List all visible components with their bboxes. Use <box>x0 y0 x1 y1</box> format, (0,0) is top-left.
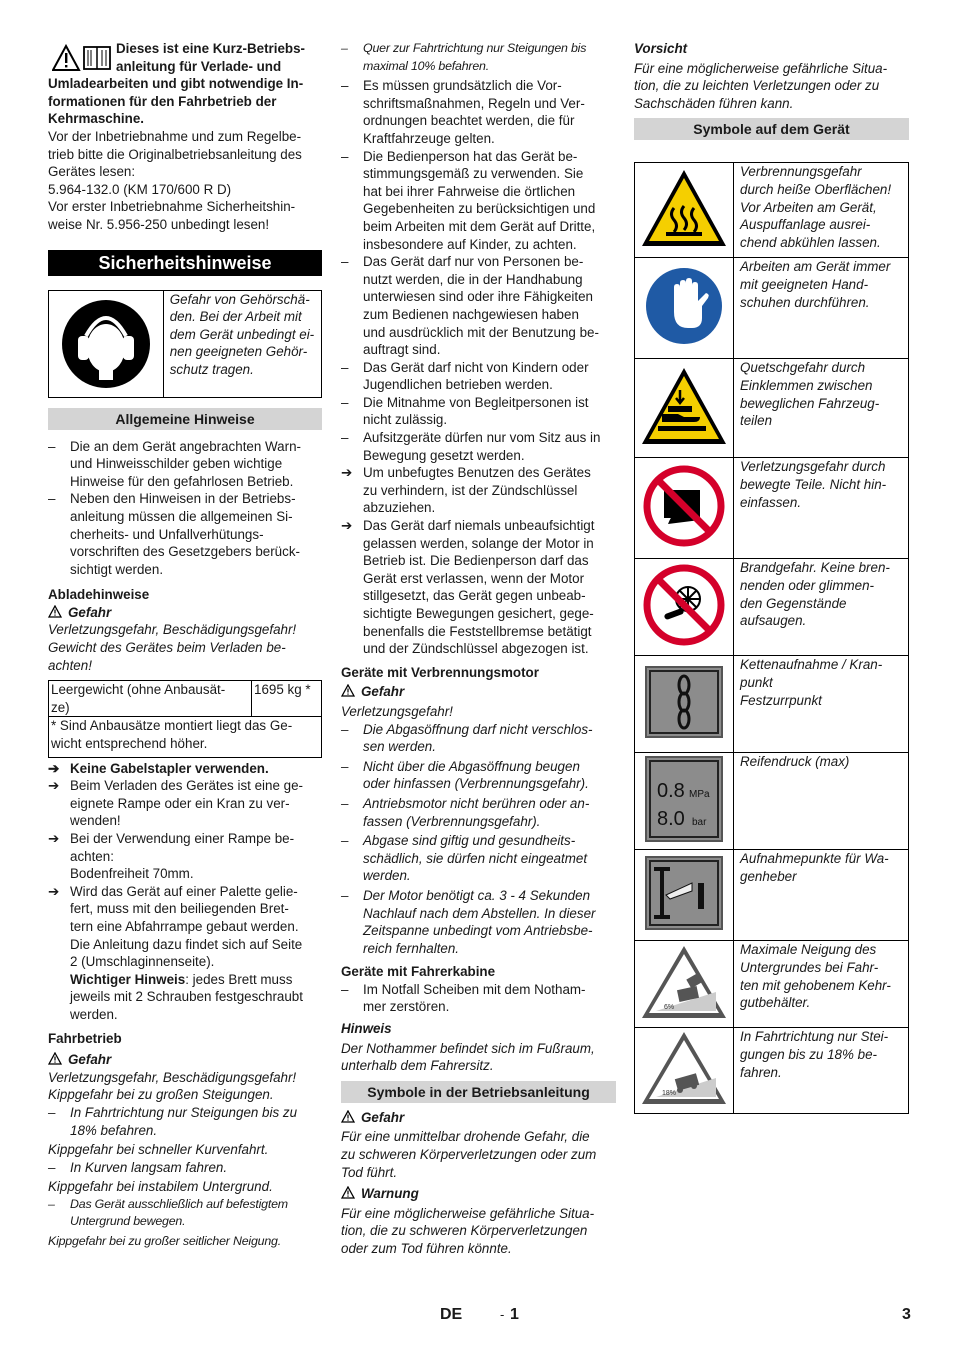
tilt-raised-hopper-icon <box>635 941 734 1028</box>
ear-text-line: den. Bei der Arbeit mit <box>169 309 302 325</box>
symbol-text-line: Reifendruck (max) <box>740 754 850 770</box>
slope-limit-icon <box>635 1028 734 1114</box>
symbol-description <box>734 1028 909 1114</box>
list-item: – Das Gerät darf nicht von Kindern oder Jugendlichen betrieben werden. <box>341 359 589 393</box>
symbol-text-line: Festzurrpunkt <box>740 692 822 708</box>
symbol-description <box>734 753 909 850</box>
page-number: 3 <box>902 1306 911 1323</box>
symbol-text-line: fahren. <box>740 1064 782 1080</box>
intro-title-line: Dieses ist eine Kurz-Betriebs- <box>116 41 306 56</box>
list-item: – Im Notfall Scheiben mit dem Notham- mer zerstören. <box>341 981 586 1015</box>
symbol-description <box>734 559 909 656</box>
symbol-text-line: Einklemmen zwischen <box>740 377 873 393</box>
slope-percent: 18% <box>662 1090 677 1098</box>
list-item: ➔ Bei der Verwendung einer Rampe be- achten: Bodenfreiheit 70mm. <box>48 831 295 882</box>
symbol-text-line: Maximale Neigung des <box>740 942 877 958</box>
column-right: Vorsicht Für eine möglicherweise gefährliche Situa- tion, die zu leichten Verletzungen oder zu Sachschäden führen kann. Symbole auf dem Gerät Verbrennungsgefahr durch heiße Oberflächen! Vor Arbeiten am Gerät, Auspuffanlage ausrei- chend abkühlen lassen. Arbeiten am Gerät immer mit geeigneten Hand- schuhen durchführen. Quetschgefahr durch Einklemmen zwischen beweglichen Fahrzeug- teilen Verletzungsgefahr durch bewegte Teile. Nicht hin- einfassen. Brandgefahr. Keine bren- nenden oder glimmen- den Gegenstände aufsaugen. Kettenaufnahme / Kran- punkt Festzurrpunkt 0.8 MPa 8.0 bar Reifendruck (max) Aufnahmepunkte für Wa- genheber 6% Maximale Neigung des Untergrundes bei Fahr- ten mit gehobenem Kehr- gutbehälter. 18% In Fahrtrichtung nur Stei- gungen bis zu 18% be- fahren. <box>634 40 909 1114</box>
danger-label: Gefahr <box>48 1051 322 1069</box>
symbols-table <box>634 162 909 1114</box>
list-item: – Die Abgasöffnung darf nicht verschlos- sen werden. <box>341 721 593 755</box>
weight-footnote: * Sind Anbausätze montiert liegt das Ge- <box>51 718 293 734</box>
warning-triangle-icon <box>52 44 112 72</box>
footer-num: 1 <box>510 1306 519 1323</box>
ear-protection-table <box>48 290 322 398</box>
symbol-description <box>734 850 909 941</box>
symbol-text-line: durch heiße Oberflächen! <box>740 181 892 197</box>
warning-manual-icons <box>52 44 112 72</box>
danger-label: Gefahr <box>341 1109 616 1127</box>
symbol-text-line: bewegte Teile. Nicht hin- <box>740 476 887 492</box>
tire-mpa-value: 0.8 <box>657 780 685 803</box>
symbol-row <box>635 359 909 458</box>
symbol-row <box>635 163 909 258</box>
symbol-description <box>734 458 909 559</box>
hint-label: Hinweis <box>341 1021 392 1037</box>
list-item: – Es müssen grundsätzlich die Vor- schriftsmaßnahmen, Regeln und Ver- ordnungen beachtet werden, die für Kraftfahrzeuge gelten. <box>341 78 585 146</box>
list-item: – Die Bedienperson hat das Gerät be- stimmungsgemäß zu verwenden. Sie hat bei ihrer Fahrweise die örtlichen Gegebenheiten zu berücksichtigen und beim Arbeiten mit dem Gerät auf Dritte, insbesondere auf Kinder, zu achten. <box>341 148 596 252</box>
symbol-text-line: ten mit gehobenem Kehr- <box>740 977 891 993</box>
symbol-row <box>635 559 909 656</box>
symbol-text-line: gungen bis zu 18% be- <box>740 1046 877 1062</box>
warning-label: Warnung <box>341 1185 616 1203</box>
intro-text-line: trieb bitte die Originalbetriebsanleitung des <box>48 146 302 162</box>
danger-label: Gefahr <box>48 604 322 622</box>
list-item: – Das Gerät darf nur von Personen be- nutzt werden, die in der Handhabung unterwiesen sind oder ihre Fähigkeiten zum Bedienen nachgewiesen haben und ausdrücklich mit der Benutzung be- auftragt sind. <box>341 254 599 358</box>
symbol-description <box>734 258 909 359</box>
intro-text-line: Gerätes lesen: <box>48 164 136 180</box>
symbol-row <box>635 850 909 941</box>
symbol-text-line: Arbeiten am Gerät immer <box>740 259 891 275</box>
ear-text-line: Gefahr von Gehörschä- <box>169 291 310 307</box>
warning-triangle-icon <box>48 605 62 618</box>
intro-title-line: formationen für den Fahrbetrieb der <box>48 93 277 109</box>
symbol-text-line: Verletzungsgefahr durch <box>740 459 886 475</box>
symbol-description <box>734 163 909 258</box>
jack-point-icon <box>635 850 734 941</box>
symbol-description <box>734 941 909 1028</box>
list-item: ➔ Um unbefugtes Benutzen des Gerätes zu verhindern, ist der Zündschlüssel abzuziehen. <box>341 465 591 516</box>
intro-text-line: 5.964-132.0 (KM 170/600 R D) <box>48 181 232 197</box>
symbol-text-line: nenden oder glimmen- <box>740 577 874 593</box>
symbol-text-line: beweglichen Fahrzeug- <box>740 395 880 411</box>
intro-title-line: Umladearbeiten und gibt notwendige In- <box>48 76 304 92</box>
symbols-device-heading: Symbole auf dem Gerät <box>634 118 909 140</box>
warning-triangle-icon <box>341 1110 355 1123</box>
symbol-text-line: aufsaugen. <box>740 613 807 629</box>
symbol-text-line: Brandgefahr. Keine bren- <box>740 560 890 576</box>
symbol-text-line: Untergrundes bei Fahr- <box>740 959 879 975</box>
page-footer <box>0 1306 954 1328</box>
intro-text-line: Vor erster Inbetriebnahme Sicherheitshin- <box>48 199 296 215</box>
tire-mpa-unit: MPa <box>689 789 710 801</box>
list-item: – In Kurven langsam fahren. <box>48 1159 228 1175</box>
intro-title-line: anleitung für Verlade- und <box>116 58 282 74</box>
symbol-description <box>734 359 909 458</box>
symbol-row <box>635 258 909 359</box>
list-item: – Die an dem Gerät angebrachten Warn- und Hinweisschilder geben wichtige Hinweise für den gefahrlosen Betrieb. <box>48 438 301 489</box>
symbol-text-line: chend abkühlen lassen. <box>740 234 881 250</box>
warning-triangle-icon <box>341 684 355 697</box>
symbol-text-line: gutbehälter. <box>740 995 811 1011</box>
loading-list <box>48 760 322 1024</box>
column-middle: – Quer zur Fahrtrichtung nur Steigungen bis maximal 10% befahren. – Es müssen grundsätzlich die Vor- schriftsmaßnahmen, Regeln und Ver- ordnungen beachtet werden, die für Kraftfahrzeuge gelten. – Die Bedienperson hat das Gerät be- stimmungsgemäß zu verwenden. Sie hat bei ihrer Fahrweise die örtlichen Gegebenheiten zu berücksichtigen und beim Arbeiten mit dem Gerät auf Dritte, insbesondere auf Kinder, zu achten. – Das Gerät darf nur von Personen be- nutzt werden, die in der Handhabung unterwiesen sind oder ihre Fähigkeiten zum Bedienen nachgewiesen haben und ausdrücklich mit der Benutzung be- auftragt sind. – Das Gerät darf nicht von Kindern oder Jugendlichen betrieben werden. – Die Mitnahme von Begleitpersonen ist nicht zulässig. – Aufsitzgeräte dürfen nur vom Sitz aus in Bewegung gesetzt werden. ➔ Um unbefugtes Benutzen des Gerätes zu verhindern, ist der Zündschlüssel abzuziehen. ➔ Das Gerät darf niemals unbeaufsichtigt gelassen werden, solange der Motor in Betrieb ist. Die Bedienperson darf das Gerät erst verlassen, wenn der Motor stillgesetzt, das Gerät gegen unbeab- sichtigte Bewegungen gesichert, gege- benenfalls die Feststellbremse betätigt und der Zündschlüssel abgezogen ist. Geräte mit Verbrennungsmotor Gefahr Verletzungsgefahr! – Die Abgasöffnung darf nicht verschlos- sen werden. – Nicht über die Abgasöffnung beugen oder hinfassen (Verbrennungsgefahr). – Antriebsmotor nicht berühren oder an- fassen (Verbrennungsgefahr). – Abgase sind giftig und gesundheits- schädlich, sie dürfen nicht eingeatmet werden. – Der Motor benötigt ca. 3 - 4 Sekunden Nachlauf nach dem Abstellen. In dieser Zeitspanne unbedingt vom Antriebsbe- reich fernhalten. Geräte mit Fahrerkabine – Im Notfall Scheiben mit dem Notham- mer zerstören. Hinweis Der Nothammer befindet sich im Fußraum, unterhalb dem Fahrersitz. Symbole in der Betriebsanleitung Gefahr Für eine unmittelbar drohende Gefahr, die zu schweren Körperverletzungen oder zum Tod führt. Warnung Für eine möglicherweise gefährliche Situa- tion, die zu schweren Körperverletzungen oder zum Tod führen könnte. <box>341 40 616 1258</box>
symbol-text-line: genheber <box>740 868 797 884</box>
warning-triangle-icon <box>341 1186 355 1199</box>
symbol-row <box>635 1028 909 1114</box>
driving-text: Verletzungsgefahr, Beschädigungsgefahr! Kippgefahr bei zu großen Steigungen. – In Fahrtrichtung nur Steigungen bis zu 18% befahren. Kippgefahr bei schneller Kurvenfahrt. – In Kurven langsam fahren. Kippgefahr bei instabilem Untergrund. – Das Gerät ausschließlich auf befestigtem Untergrund bewegen. Kippgefahr bei zu großer seitlicher Neigung. <box>48 1069 322 1251</box>
symbol-row <box>635 458 909 559</box>
list-item: – Nicht über die Abgasöffnung beugen oder hinfassen (Verbrennungsgefahr). <box>341 758 589 792</box>
tilt-percent: 6% <box>664 1004 675 1012</box>
weight-footnote: wicht entsprechend höher. <box>51 736 208 752</box>
list-item: – Abgase sind giftig und gesundheits- schädlich, sie dürfen nicht eingeatmet werden. <box>341 833 588 884</box>
list-item: ➔ Keine Gabelstapler verwenden. <box>48 760 269 776</box>
ear-text-line: schutz tragen. <box>169 361 254 377</box>
list-item: – Aufsitzgeräte dürfen nur vom Sitz aus in Bewegung gesetzt werden. <box>341 430 601 463</box>
no-burning-items-icon <box>635 559 734 656</box>
symbol-row <box>635 656 909 753</box>
symbol-text-line: mit geeigneten Hand- <box>740 276 869 292</box>
engine-heading: Geräte mit Verbrennungsmotor <box>341 664 539 680</box>
weight-label: ze) <box>51 699 70 715</box>
caution-label: Vorsicht <box>634 41 688 56</box>
crush-hazard-icon <box>635 359 734 458</box>
danger-text: achten! <box>48 657 92 673</box>
ear-protection-icon <box>58 296 154 392</box>
ear-text-line: nen geeigneten Gehör- <box>169 344 308 360</box>
list-item: ➔ Das Gerät darf niemals unbeaufsichtigt gelassen werden, solange der Motor in Betrieb ist. Die Bedienperson darf das Gerät erst verlassen, wenn der Motor stillgesetzt, das Gerät gegen unbeab- sichtigte Bewegungen gesichert, gege- benenfalls die Feststellbremse betätigt und der Zündschlüssel abgezogen ist. <box>341 518 595 657</box>
warning-triangle-icon <box>48 1052 62 1065</box>
symbol-text-line: Quetschgefahr durch <box>740 360 866 376</box>
column-left <box>48 40 322 1251</box>
intro-text-line: weise Nr. 5.956-250 unbedingt lesen! <box>48 216 270 232</box>
safety-heading: Sicherheitshinweise <box>48 250 322 276</box>
list-item: – Quer zur Fahrtrichtung nur Steigungen bis maximal 10% befahren. <box>341 41 587 73</box>
driving-heading: Fahrbetrieb <box>48 1030 122 1046</box>
footer-lang: DE <box>440 1306 463 1323</box>
manual-book-icon <box>84 47 110 69</box>
cabin-heading: Geräte mit Fahrerkabine <box>341 964 496 980</box>
list-item: – Das Gerät ausschließlich auf befestigtem Untergrund bewegen. <box>48 1196 288 1229</box>
list-item: ➔ Wird das Gerät auf einer Palette gelie- fert, muss mit den beiliegenden Bret- tern eine Abfahrrampe gebaut werden. Die Anleitung dazu findet sich auf Seite 2 (Umschlaginnenseite). Wichtiger Hinweis: jedes Brett muss jeweils mit 2 Schrauben festgeschraubt werden. <box>48 883 303 1022</box>
general-list <box>48 438 322 579</box>
symbol-text-line: Aufnahmepunkte für Wa- <box>740 851 889 867</box>
no-reaching-icon <box>635 458 734 559</box>
symbol-text-line: den Gegenstände <box>740 595 847 611</box>
symbol-text-line: punkt <box>740 674 773 690</box>
symbol-text-line: Verbrennungsgefahr <box>740 164 862 180</box>
danger-text: Verletzungsgefahr, Beschädigungsgefahr! <box>48 622 297 638</box>
general-heading: Allgemeine Hinweise <box>48 408 322 430</box>
symbol-text-line: Vor Arbeiten am Gerät, <box>740 199 877 215</box>
weight-label: Leergewicht (ohne Anbausät- <box>51 682 226 698</box>
engine-list: Verletzungsgefahr! – Die Abgasöffnung darf nicht verschlos- sen werden. – Nicht über die Abgasöffnung beugen oder hinfassen (Verbrennungsgefahr). – Antriebsmotor nicht berühren oder an- fassen (Verbrennungsgefahr). – Abgase sind giftig und gesundheits- schädlich, sie dürfen nicht eingeatmet werden. – Der Motor benötigt ca. 3 - 4 Sekunden Nachlauf nach dem Abstellen. In dieser Zeitspanne unbedingt vom Antriebsbe- reich fernhalten. <box>341 703 616 957</box>
symbol-text-line: Kettenaufnahme / Kran- <box>740 657 883 673</box>
weight-table <box>48 680 322 757</box>
list-item: – Die Mitnahme von Begleitpersonen ist nicht zulässig. <box>341 394 589 428</box>
intro-block <box>48 40 322 234</box>
symbol-row <box>635 941 909 1028</box>
chain-attach-icon <box>635 656 734 753</box>
symbol-row <box>635 753 909 850</box>
weight-value: 1695 kg * <box>252 681 322 717</box>
ear-text-line: dem Gerät unbedingt ei- <box>169 326 315 342</box>
symbol-text-line: einfassen. <box>740 494 802 510</box>
symbol-description <box>734 656 909 753</box>
symbols-manual-heading: Symbole in der Betriebsanleitung <box>341 1081 616 1103</box>
intro-title-line: Kehrmaschine. <box>48 111 145 127</box>
danger-text: Gewicht des Gerätes beim Verladen be- <box>48 640 286 656</box>
list-item: – Der Motor benötigt ca. 3 - 4 Sekunden Nachlauf nach dem Abstellen. In dieser Zeitspanne unbedingt vom Antriebsbe- reich fernhalten. <box>341 887 596 956</box>
important-label: Wichtiger Hinweis <box>70 971 186 987</box>
tire-bar-unit: bar <box>692 817 707 829</box>
loading-heading: Abladehinweise <box>48 587 150 603</box>
symbol-text-line: schuhen durchführen. <box>740 294 870 310</box>
intro-text-line: Vor der Inbetriebnahme und zum Regelbe- <box>48 128 302 144</box>
list-item: – In Fahrtrichtung nur Steigungen bis zu 18% befahren. <box>48 1104 298 1138</box>
symbol-text-line: In Fahrtrichtung nur Stei- <box>740 1029 889 1045</box>
symbol-text-line: Auspuffanlage ausrei- <box>740 217 871 233</box>
gloves-icon <box>635 258 734 359</box>
danger-label: Gefahr <box>341 683 616 701</box>
col2-list <box>341 40 616 658</box>
footer-sep: - <box>500 1307 505 1322</box>
list-item: ➔ Beim Verladen des Gerätes ist eine ge- eignete Rampe oder ein Kran zu ver- wenden! <box>48 778 303 829</box>
symbol-text-line: teilen <box>740 413 773 429</box>
tire-pressure-icon <box>635 753 734 850</box>
hot-surface-icon <box>635 163 734 258</box>
list-item: – Antriebsmotor nicht berühren oder an- fassen (Verbrennungsgefahr). <box>341 795 590 829</box>
tire-bar-value: 8.0 <box>657 808 685 831</box>
list-item: – Neben den Hinweisen in der Betriebs- anleitung müssen die allgemeinen Si- cherheits- und Unfallverhütungs- vorschriften des Gesetzgebers berück- sichtigt werden. <box>48 491 300 577</box>
